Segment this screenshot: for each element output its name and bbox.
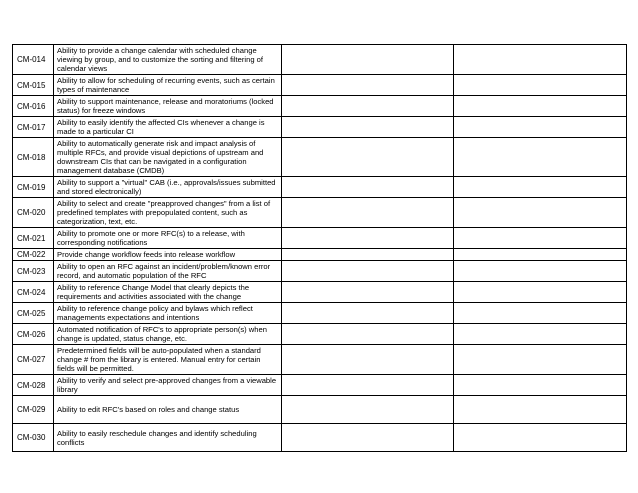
empty-cell <box>454 396 627 424</box>
requirement-description: Ability to support maintenance, release and moratoriums (locked status) for freeze windows <box>54 96 282 117</box>
requirement-id: CM-028 <box>13 375 54 396</box>
requirement-description: Ability to allow for scheduling of recurring events, such as certain types of maintenance <box>54 75 282 96</box>
table-row <box>13 138 627 177</box>
empty-cell <box>454 138 627 177</box>
empty-cell <box>282 45 454 75</box>
empty-cell <box>454 303 627 324</box>
requirement-id: CM-017 <box>13 117 54 138</box>
empty-cell <box>454 177 627 198</box>
requirement-description: Ability to automatically generate risk and impact analysis of multiple RFCs, and provide visual depictions of upstream and downstream CIs that can be navigated in a configuration management database (CMDB) <box>54 138 282 177</box>
table-row <box>13 303 627 324</box>
requirement-description: Ability to reference Change Model that clearly depicts the requirements and activities associated with the change <box>54 282 282 303</box>
empty-cell <box>454 75 627 96</box>
requirement-description: Ability to select and create "preapproved changes" from a list of predefined templates with prepopulated content, such as categorization, text, etc. <box>54 198 282 228</box>
empty-cell <box>282 261 454 282</box>
requirement-description: Ability to promote one or more RFC(s) to a release, with corresponding notifications <box>54 228 282 249</box>
empty-cell <box>282 424 454 452</box>
requirement-id: CM-019 <box>13 177 54 198</box>
requirement-id: CM-027 <box>13 345 54 375</box>
requirement-id: CM-030 <box>13 424 54 452</box>
table-row <box>13 282 627 303</box>
empty-cell <box>282 228 454 249</box>
empty-cell <box>282 324 454 345</box>
empty-cell <box>282 249 454 261</box>
requirement-id: CM-016 <box>13 96 54 117</box>
requirement-id: CM-015 <box>13 75 54 96</box>
table-row <box>13 177 627 198</box>
table-row <box>13 75 627 96</box>
empty-cell <box>454 228 627 249</box>
empty-cell <box>454 324 627 345</box>
requirement-id: CM-024 <box>13 282 54 303</box>
empty-cell <box>282 138 454 177</box>
empty-cell <box>454 282 627 303</box>
requirement-description: Ability to provide a change calendar with scheduled change viewing by group, and to customize the sorting and filtering of calendar views <box>54 45 282 75</box>
empty-cell <box>282 375 454 396</box>
empty-cell <box>454 249 627 261</box>
table-row <box>13 261 627 282</box>
requirement-description: Ability to open an RFC against an incident/problem/known error record, and automatic population of the RFC <box>54 261 282 282</box>
empty-cell <box>454 424 627 452</box>
empty-cell <box>454 345 627 375</box>
empty-cell <box>282 396 454 424</box>
table-row <box>13 45 627 75</box>
requirement-id: CM-018 <box>13 138 54 177</box>
requirement-id: CM-023 <box>13 261 54 282</box>
requirements-table <box>12 44 627 452</box>
empty-cell <box>454 96 627 117</box>
empty-cell <box>282 177 454 198</box>
requirement-description: Ability to reference change policy and bylaws which reflect managements expectations and intentions <box>54 303 282 324</box>
table-row <box>13 249 627 261</box>
table-row <box>13 198 627 228</box>
requirement-id: CM-029 <box>13 396 54 424</box>
empty-cell <box>282 198 454 228</box>
empty-cell <box>454 45 627 75</box>
empty-cell <box>282 96 454 117</box>
requirement-id: CM-025 <box>13 303 54 324</box>
table-row <box>13 324 627 345</box>
table-row <box>13 424 627 452</box>
requirement-description: Provide change workflow feeds into release workflow <box>54 249 282 261</box>
requirement-description: Ability to easily reschedule changes and identify scheduling conflicts <box>54 424 282 452</box>
requirements-table-body <box>13 45 627 452</box>
requirement-id: CM-021 <box>13 228 54 249</box>
requirement-description: Ability to edit RFC's based on roles and change status <box>54 396 282 424</box>
requirement-description: Ability to easily identify the affected CIs whenever a change is made to a particular CI <box>54 117 282 138</box>
requirement-id: CM-026 <box>13 324 54 345</box>
empty-cell <box>282 345 454 375</box>
empty-cell <box>454 375 627 396</box>
requirement-description: Ability to verify and select pre-approved changes from a viewable library <box>54 375 282 396</box>
requirement-id: CM-014 <box>13 45 54 75</box>
empty-cell <box>454 261 627 282</box>
table-row <box>13 375 627 396</box>
table-row <box>13 396 627 424</box>
requirement-description: Automated notification of RFC's to appropriate person(s) when change is updated, status change, etc. <box>54 324 282 345</box>
empty-cell <box>282 117 454 138</box>
requirement-id: CM-022 <box>13 249 54 261</box>
requirement-description: Ability to support a "virtual" CAB (i.e., approvals/issues submitted and stored electronically) <box>54 177 282 198</box>
table-row <box>13 228 627 249</box>
requirement-id: CM-020 <box>13 198 54 228</box>
empty-cell <box>282 75 454 96</box>
empty-cell <box>282 303 454 324</box>
table-row <box>13 345 627 375</box>
empty-cell <box>454 117 627 138</box>
empty-cell <box>454 198 627 228</box>
empty-cell <box>282 282 454 303</box>
table-row <box>13 96 627 117</box>
table-row <box>13 117 627 138</box>
requirement-description: Predetermined fields will be auto-populated when a standard change # from the library is entered. Manual entry for certain fields will be permitted. <box>54 345 282 375</box>
